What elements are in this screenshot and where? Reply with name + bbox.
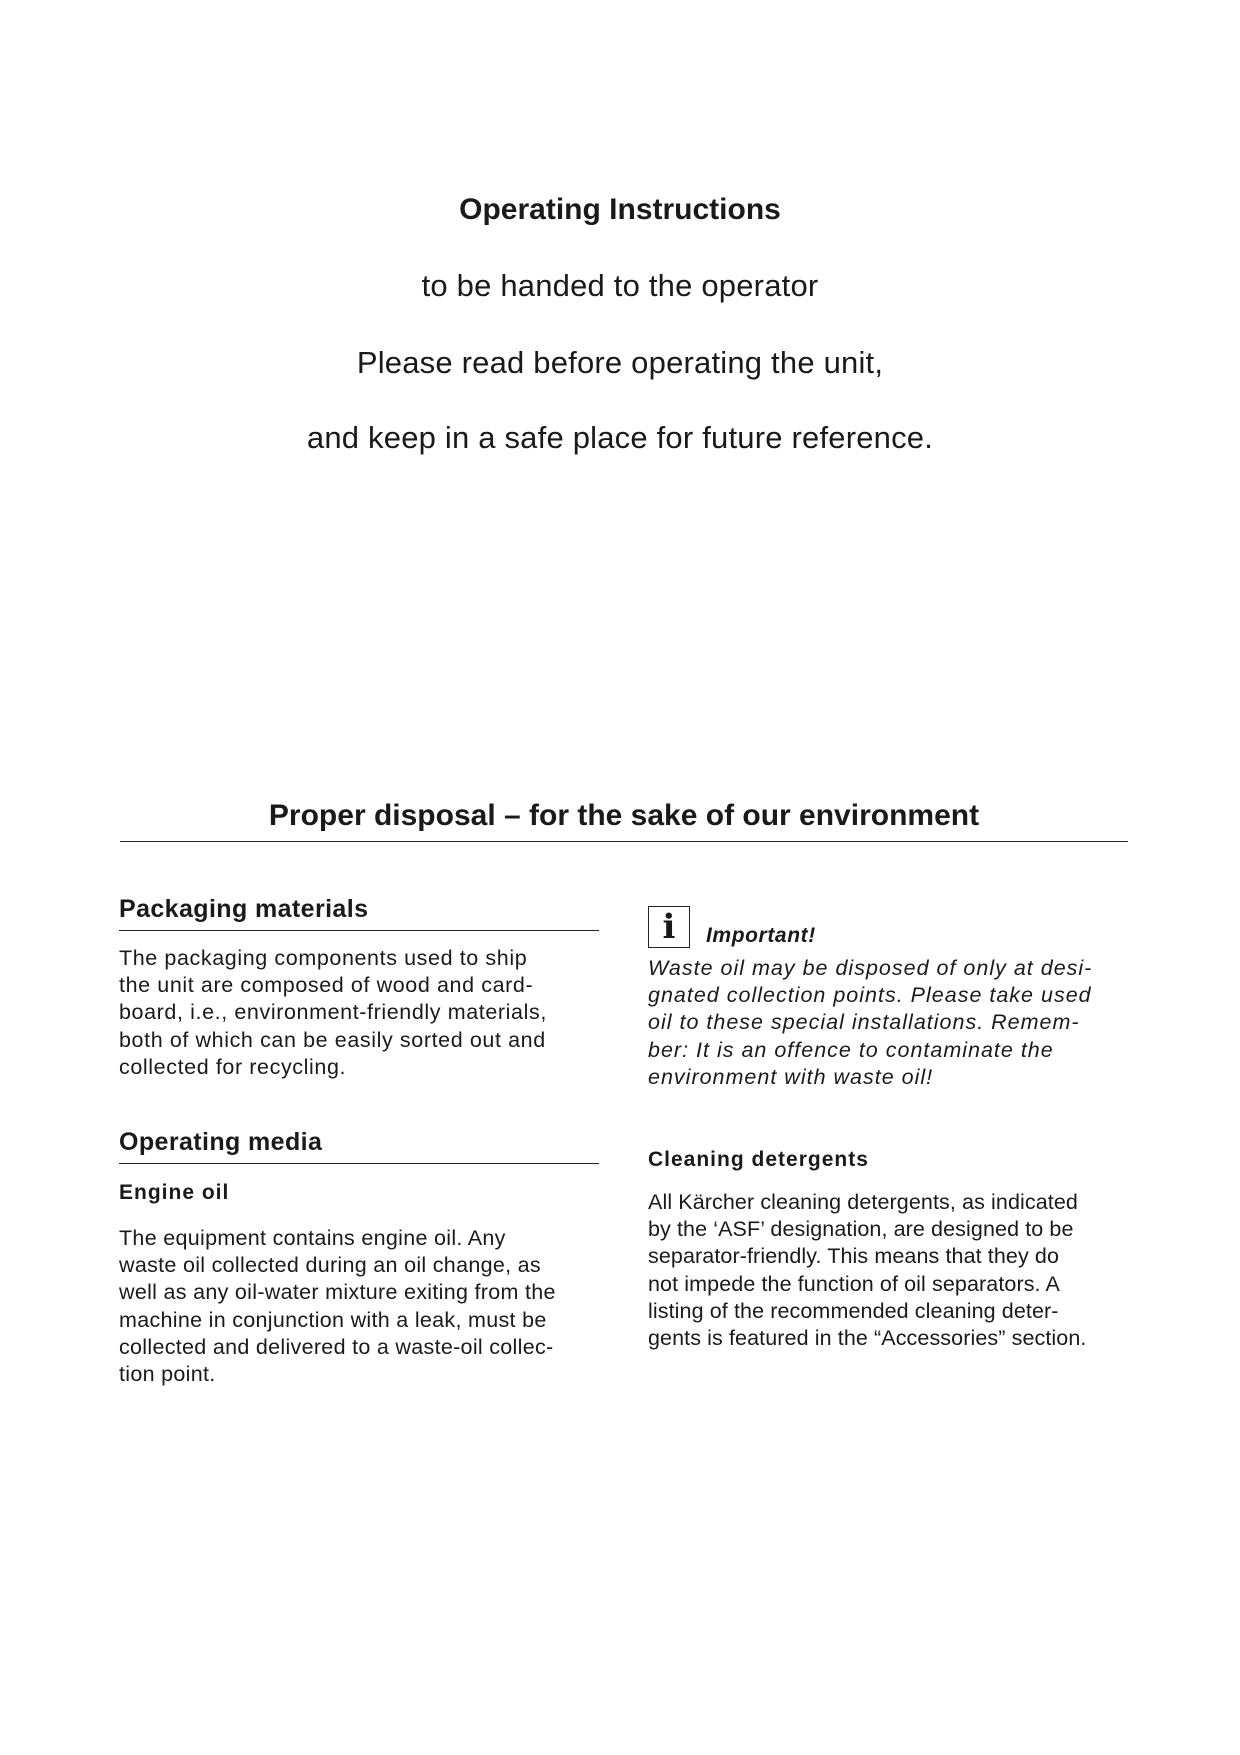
text-line: collected and delivered to a waste-oil collec- bbox=[119, 1334, 554, 1359]
text-line: The equipment contains engine oil. Any bbox=[119, 1226, 506, 1251]
engine-oil-heading: Engine oil bbox=[119, 1181, 230, 1205]
subtitle-line-1: to be handed to the operator bbox=[421, 268, 819, 303]
subtitle-line-3: and keep in a safe place for future reference. bbox=[306, 420, 934, 455]
page-title: Operating Instructions bbox=[459, 193, 781, 226]
text-line: by the ‘ASF’ designation, are designed to be bbox=[648, 1217, 1074, 1242]
important-label: Important! bbox=[706, 924, 816, 947]
packaging-heading: Packaging materials bbox=[119, 895, 599, 931]
important-text bbox=[648, 955, 1133, 1091]
subtitle-line-2: Please read before operating the unit, bbox=[356, 345, 884, 380]
text-line: gnated collection points. Please take used bbox=[648, 983, 1092, 1008]
text-line: environment with waste oil! bbox=[648, 1064, 934, 1089]
text-line: not impede the function of oil separators. A bbox=[648, 1271, 1060, 1296]
text-line: collected for recycling. bbox=[119, 1054, 347, 1079]
section-divider bbox=[120, 841, 1128, 842]
packaging-text bbox=[119, 945, 599, 1081]
text-line: well as any oil-water mixture exiting from the bbox=[119, 1280, 556, 1305]
text-line: both of which can be easily sorted out and bbox=[119, 1027, 546, 1052]
important-notice-header bbox=[648, 902, 1133, 948]
text-line: machine in conjunction with a leak, must be bbox=[119, 1307, 547, 1332]
cleaning-detergents-heading: Cleaning detergents bbox=[648, 1148, 869, 1172]
left-column bbox=[119, 895, 599, 1388]
text-line: separator-friendly. This means that they do bbox=[648, 1244, 1060, 1269]
cleaning-detergents-text bbox=[648, 1189, 1133, 1352]
text-line: gents is featured in the “Accessories” section. bbox=[648, 1326, 1087, 1351]
right-column bbox=[648, 902, 1133, 1352]
text-line: Waste oil may be disposed of only at desi- bbox=[648, 956, 1093, 980]
text-line: listing of the recommended cleaning deter- bbox=[648, 1298, 1059, 1323]
text-line: the unit are composed of wood and card- bbox=[119, 973, 534, 998]
text-line: All Kärcher cleaning detergents, as indicated bbox=[648, 1190, 1078, 1215]
text-line: board, i.e., environment-friendly materials, bbox=[119, 1000, 547, 1025]
text-line: The packaging components used to ship bbox=[119, 946, 528, 970]
disposal-section-heading: Proper disposal – for the sake of our environment bbox=[268, 799, 980, 832]
engine-oil-text bbox=[119, 1225, 599, 1388]
text-line: ber: It is an offence to contaminate the bbox=[648, 1037, 1054, 1062]
info-icon: i bbox=[648, 906, 690, 948]
text-line: tion point. bbox=[119, 1362, 216, 1387]
text-line: waste oil collected during an oil change, as bbox=[119, 1253, 541, 1278]
operating-media-heading: Operating media bbox=[119, 1128, 599, 1164]
text-line: oil to these special installations. Remem- bbox=[648, 1010, 1080, 1035]
